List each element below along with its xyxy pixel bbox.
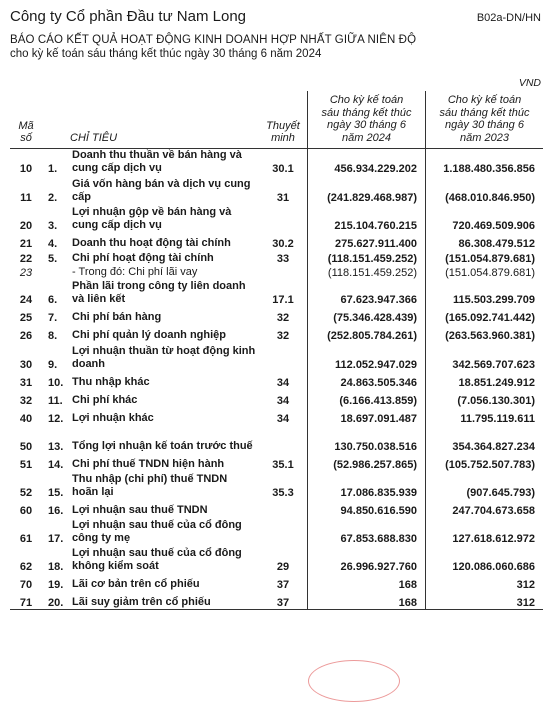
row-index: 2. <box>48 192 58 204</box>
row-value-2023: 127.618.612.972 <box>426 517 544 545</box>
row-note: 35.1 <box>272 459 294 471</box>
row-note: 32 <box>276 330 290 342</box>
row-note <box>259 517 308 545</box>
table-row <box>10 371 543 389</box>
col-header-2024-l3: ngày 30 tháng 6 <box>327 119 406 131</box>
col-header-2024 <box>308 91 426 149</box>
row-value-2024: 18.697.091.487 <box>308 407 426 425</box>
red-stamp-mark <box>308 660 400 702</box>
table-row <box>10 591 543 609</box>
row-index: 16. <box>48 505 64 517</box>
row-code: 21 <box>19 238 33 250</box>
row-label: Chi phí khác <box>72 394 138 406</box>
table-row <box>10 517 543 545</box>
row-value-2024: 168 <box>308 573 426 591</box>
currency-label: VND <box>518 77 541 89</box>
row-label: - Trong đó: Chi phí lãi vay <box>72 266 198 278</box>
row-index: 9. <box>48 359 58 371</box>
row-value-2023: 354.364.827.234 <box>426 425 544 453</box>
row-label: Lãi suy giảm trên cổ phiếu <box>69 591 259 609</box>
row-value-2024: (75.346.428.439) <box>308 306 426 324</box>
row-value-2024: 130.750.038.516 <box>308 425 426 453</box>
row-note <box>259 425 308 453</box>
row-value-2024: 168 <box>308 591 426 609</box>
col-header-note-l1: Thuyết <box>266 120 300 132</box>
row-value-2023: 86.308.479.512 <box>426 232 544 250</box>
row-value-2023: 247.704.673.658 <box>426 499 544 517</box>
row-note: 33 <box>276 253 290 265</box>
row-code: 40 <box>19 413 33 425</box>
row-value-2024: 17.086.835.939 <box>308 471 426 499</box>
row-value-2023: 120.086.060.686 <box>426 545 544 573</box>
row-index: 17. <box>48 533 64 545</box>
row-index: 19. <box>48 579 64 591</box>
row-label: Lãi cơ bản trên cổ phiếu <box>72 578 200 590</box>
col-header-note <box>259 91 308 149</box>
col-header-2024-l1: Cho kỳ kế toán <box>329 94 404 106</box>
row-code: 32 <box>19 395 33 407</box>
row-code: 62 <box>19 561 33 573</box>
table-header-row <box>10 91 543 149</box>
row-value-2023: 720.469.509.906 <box>426 204 544 232</box>
form-code: B02a-DN/HN <box>476 12 541 24</box>
row-label: Lợi nhuận gộp về bán hàng và cung cấp dịch vụ <box>72 206 232 231</box>
row-index: 18. <box>48 561 64 573</box>
col-header-2023-l1: Cho kỳ kế toán <box>447 94 522 106</box>
col-header-2023-l2: sáu tháng kết thúc <box>439 106 530 119</box>
row-label: Doanh thu thuần về bán hàng và cung cấp dịch vụ <box>72 149 242 174</box>
row-code: 52 <box>19 487 33 499</box>
row-value-2024: 26.996.927.760 <box>308 545 426 573</box>
report-subtitle: cho kỳ kế toán sáu tháng kết thúc ngày 30 tháng 6 năm 2024 <box>10 48 322 60</box>
row-note: 34 <box>276 377 290 389</box>
row-value-2024: 112.052.947.029 <box>308 342 426 371</box>
row-index: 1. <box>48 163 58 175</box>
row-code: 70 <box>19 579 33 591</box>
row-value-2023: 312 <box>426 591 544 609</box>
row-value-2024: (118.151.459.252) <box>308 250 426 265</box>
row-label: Doanh thu hoạt động tài chính <box>72 237 231 249</box>
row-label: Phần lãi trong công ty liên doanh và liên kết <box>72 280 246 305</box>
row-label: Lợi nhuận sau thuế của cổ đông không kiểm soát <box>72 547 242 572</box>
row-label: Lợi nhuận thuần từ hoạt động kinh doanh <box>72 345 256 370</box>
col-header-2023-l3: ngày 30 tháng 6 <box>445 119 524 131</box>
table-row <box>10 471 543 499</box>
row-code: 24 <box>19 294 33 306</box>
row-index: 5. <box>48 253 58 265</box>
row-value-2023: (151.054.879.681) <box>426 265 544 279</box>
table-body <box>10 149 543 610</box>
row-note <box>259 204 308 232</box>
row-value-2023: (7.056.130.301) <box>426 389 544 407</box>
row-label: Lợi nhuận khác <box>72 412 154 424</box>
col-header-note-l2: minh <box>271 132 295 144</box>
table-row <box>10 175 543 204</box>
col-header-2024-l4: năm 2024 <box>342 131 391 144</box>
row-value-2023: 115.503.299.709 <box>426 279 544 306</box>
row-value-2024: 94.850.616.590 <box>308 499 426 517</box>
company-name: Công ty Cổ phần Đầu tư Nam Long <box>10 8 247 25</box>
row-value-2023: (105.752.507.783) <box>426 453 544 471</box>
col-header-2024-l2: sáu tháng kết thúc <box>321 106 412 119</box>
table-row <box>10 389 543 407</box>
row-note: 31 <box>276 192 290 204</box>
row-index: 12. <box>48 413 64 425</box>
row-value-2023: 312 <box>426 573 544 591</box>
row-value-2023: (151.054.879.681) <box>426 250 544 265</box>
row-code: 71 <box>10 591 42 609</box>
row-label: Lợi nhuận sau thuế của cổ đông công ty mẹ <box>72 519 242 544</box>
row-code: 51 <box>19 459 33 471</box>
table-row <box>10 149 543 176</box>
row-value-2024: 215.104.760.215 <box>308 204 426 232</box>
table-row <box>10 306 543 324</box>
row-value-2024: (52.986.257.865) <box>308 453 426 471</box>
row-note: 34 <box>276 413 290 425</box>
row-note: 34 <box>276 395 290 407</box>
row-index: 15. <box>48 487 64 499</box>
row-value-2024: 275.627.911.400 <box>308 232 426 250</box>
row-value-2024: (6.166.413.859) <box>308 389 426 407</box>
row-value-2023: (468.010.846.950) <box>426 175 544 204</box>
row-code: 30 <box>19 359 33 371</box>
table-row <box>10 232 543 250</box>
row-value-2024: (252.805.784.261) <box>308 324 426 342</box>
table-row <box>10 545 543 573</box>
table-row <box>10 407 543 425</box>
row-value-2023: (165.092.741.442) <box>426 306 544 324</box>
col-header-name: CHỈ TIÊU <box>42 91 259 149</box>
row-value-2023: 11.795.119.611 <box>426 407 544 425</box>
row-code: 20 <box>19 220 33 232</box>
row-code: 61 <box>19 533 33 545</box>
row-note <box>259 342 308 371</box>
row-value-2023: (263.563.960.381) <box>426 324 544 342</box>
table-row <box>10 324 543 342</box>
row-value-2024: 67.623.947.366 <box>308 279 426 306</box>
row-index: 6. <box>48 294 58 306</box>
row-index: 8. <box>48 330 58 342</box>
row-note: 29 <box>276 561 290 573</box>
report-title: BÁO CÁO KẾT QUẢ HOẠT ĐỘNG KINH DOANH HỢP NHẤT GIỮA NIÊN ĐỘ <box>10 34 417 46</box>
col-header-2023-l4: năm 2023 <box>460 131 509 144</box>
row-label: Thu nhập khác <box>72 376 150 388</box>
row-note: 35.3 <box>272 487 294 499</box>
row-code: 60 <box>19 505 33 517</box>
row-value-2024: (241.829.468.987) <box>308 175 426 204</box>
row-index: 20. <box>42 591 69 609</box>
row-label: Thu nhập (chi phí) thuế TNDN hoãn lại <box>72 473 228 498</box>
table-row <box>10 265 543 279</box>
row-index: 13. <box>48 441 64 453</box>
row-value-2023: 342.569.707.623 <box>426 342 544 371</box>
table-row <box>10 573 543 591</box>
row-note: 17.1 <box>272 294 294 306</box>
table-row <box>10 425 543 453</box>
row-value-2024: 456.934.229.202 <box>308 149 426 176</box>
row-note: 37 <box>276 579 290 591</box>
row-code: 23 <box>19 267 33 279</box>
row-index <box>42 265 69 279</box>
row-label: Tổng lợi nhuận kế toán trước thuế <box>72 440 253 452</box>
col-header-2023 <box>426 91 544 149</box>
row-index: 14. <box>48 459 64 471</box>
row-index: 10. <box>48 377 64 389</box>
row-label: Giá vốn hàng bán và dịch vụ cung cấp <box>72 178 251 203</box>
row-label: Chi phí hoạt động tài chính <box>72 252 214 264</box>
row-index: 11. <box>48 395 63 407</box>
row-value-2023: (907.645.793) <box>426 471 544 499</box>
row-label: Chi phí bán hàng <box>72 311 162 323</box>
row-note: 30.1 <box>272 163 294 175</box>
row-value-2023: 18.851.249.912 <box>426 371 544 389</box>
row-code: 22 <box>19 253 33 265</box>
row-label: Lợi nhuận sau thuế TNDN <box>72 504 208 516</box>
table-row <box>10 453 543 471</box>
row-note: 30.2 <box>272 238 294 250</box>
row-index: 3. <box>48 220 58 232</box>
row-code: 26 <box>19 330 33 342</box>
row-label: Chi phí thuế TNDN hiện hành <box>72 458 225 470</box>
table-row <box>10 204 543 232</box>
row-index: 7. <box>48 312 58 324</box>
row-note: 32 <box>276 312 290 324</box>
row-code: 31 <box>19 377 33 389</box>
row-value-2024: 67.853.688.830 <box>308 517 426 545</box>
row-note: 37 <box>259 591 308 609</box>
row-note <box>259 265 308 279</box>
income-statement-table <box>10 91 543 610</box>
table-row <box>10 279 543 306</box>
row-label: Chi phí quản lý doanh nghiệp <box>72 329 226 341</box>
row-code: 11 <box>20 192 32 204</box>
row-code: 25 <box>19 312 33 324</box>
row-value-2024: (118.151.459.252) <box>308 265 426 279</box>
table-row <box>10 250 543 265</box>
row-value-2023: 1.188.480.356.856 <box>426 149 544 176</box>
row-code: 10 <box>19 163 33 175</box>
table-row <box>10 499 543 517</box>
table-row <box>10 342 543 371</box>
row-note <box>259 499 308 517</box>
row-code: 50 <box>19 441 33 453</box>
row-index: 4. <box>48 238 58 250</box>
col-header-code: Mã số <box>10 91 42 149</box>
row-value-2024: 24.863.505.346 <box>308 371 426 389</box>
